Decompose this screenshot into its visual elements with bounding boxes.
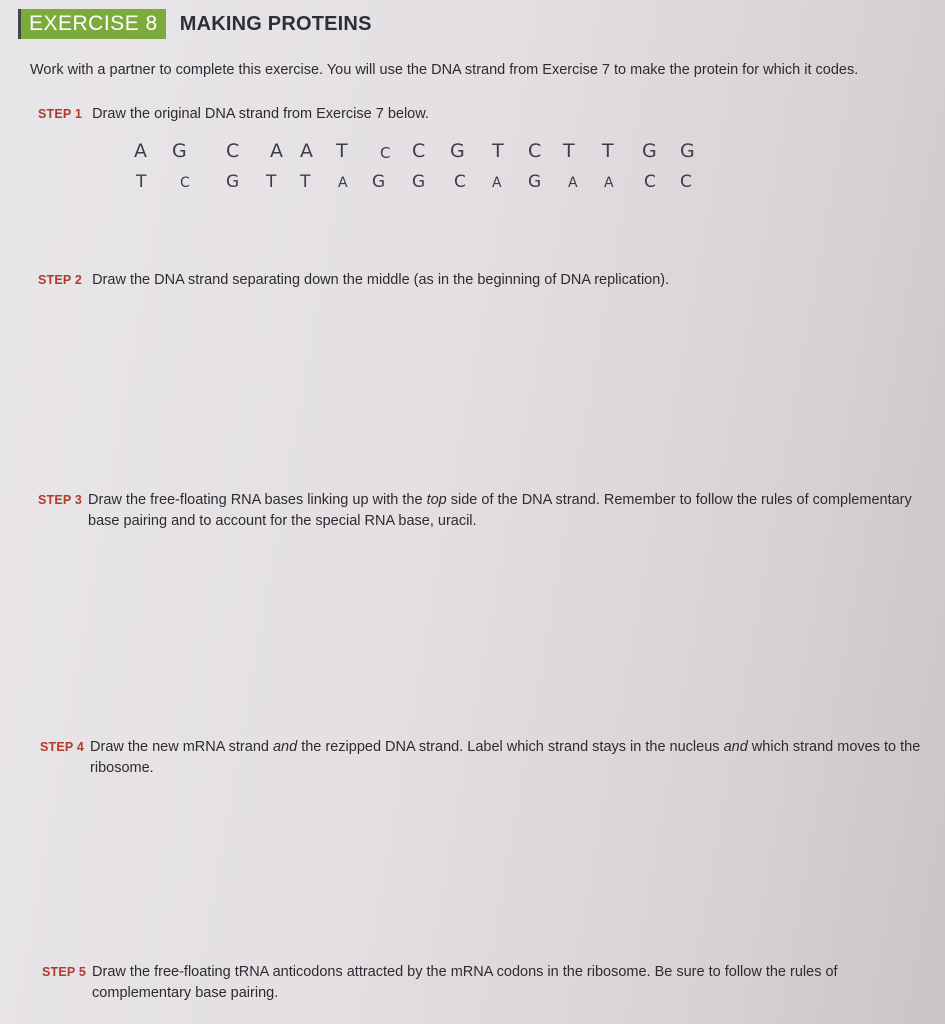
handwritten-bottom-strand [0, 172, 945, 196]
base-letter: G [680, 140, 695, 162]
base-letter: A [568, 175, 578, 191]
base-letter: C [680, 172, 692, 192]
step-4-text-part: Draw the new mRNA strand [90, 739, 273, 755]
step-4-text [90, 737, 925, 779]
step-3-text-part: side of the DNA strand. Remember to follow the rules of complementary base pairing and to account for the special RNA base, uracil. [88, 492, 912, 529]
base-letter: A [604, 175, 614, 191]
base-letter: C [528, 140, 542, 162]
base-letter: A [300, 140, 313, 162]
step-2 [38, 270, 918, 291]
step-4 [40, 737, 925, 779]
step-4-label: STEP 4 [40, 740, 85, 754]
step-4-emphasis: and [272, 739, 298, 755]
base-letter: A [492, 175, 502, 191]
step-3 [38, 490, 928, 532]
base-letter: C [454, 172, 466, 192]
base-letter: A [270, 140, 283, 162]
step-3-label: STEP 3 [38, 493, 83, 507]
page-title: MAKING PROTEINS [179, 12, 372, 35]
base-letter: C [644, 172, 656, 192]
handwritten-top-strand [0, 140, 945, 164]
base-letter: G [172, 140, 187, 162]
base-letter: T [266, 172, 277, 192]
base-letter: T [336, 140, 348, 162]
base-letter: G [226, 172, 240, 192]
base-letter: A [134, 140, 147, 162]
step-5 [42, 962, 932, 1004]
step-2-text: Draw the DNA strand separating down the middle (as in the beginning of DNA replication). [92, 272, 670, 288]
base-letter: G [528, 172, 542, 192]
step-4-text-part: the rezipped DNA strand. Label which strand stays in the nucleus [297, 739, 724, 755]
base-letter: T [136, 172, 147, 192]
step-2-label: STEP 2 [38, 273, 83, 287]
step-5-label: STEP 5 [42, 965, 87, 979]
base-letter: C [226, 140, 240, 162]
step-4-text-part: which strand moves to the ribosome. [90, 739, 921, 776]
base-letter: A [338, 175, 348, 191]
base-letter: T [602, 140, 614, 162]
base-letter: C [180, 175, 190, 191]
step-3-emphasis: top [426, 492, 447, 508]
base-letter: T [492, 140, 504, 162]
step-5-text: Draw the free-floating tRNA anticodons attracted by the mRNA codons in the ribosome. Be sure to follow the rules of complementary base pairing. [92, 964, 838, 1001]
step-3-text-part: Draw the free-floating RNA bases linking up with the [88, 492, 427, 508]
step-1 [38, 104, 429, 125]
base-letter: T [563, 140, 575, 162]
base-letter: G [642, 140, 657, 162]
base-letter: C [412, 140, 426, 162]
base-letter: C [380, 144, 391, 162]
step-1-text: Draw the original DNA strand from Exercise 7 below. [92, 106, 429, 122]
intro-paragraph: Work with a partner to complete this exercise. You will use the DNA strand from Exercise 7 to make the protein for which it codes. [30, 62, 859, 78]
base-letter: G [412, 172, 426, 192]
step-1-label: STEP 1 [38, 107, 83, 121]
base-letter: G [450, 140, 465, 162]
step-3-text [88, 490, 928, 532]
step-4-emphasis: and [723, 739, 748, 755]
base-letter: G [372, 172, 386, 192]
exercise-header [18, 9, 372, 39]
exercise-badge: EXERCISE 8 [18, 9, 166, 39]
bleed-through-decoration [560, 30, 565, 51]
base-letter: T [300, 172, 311, 192]
